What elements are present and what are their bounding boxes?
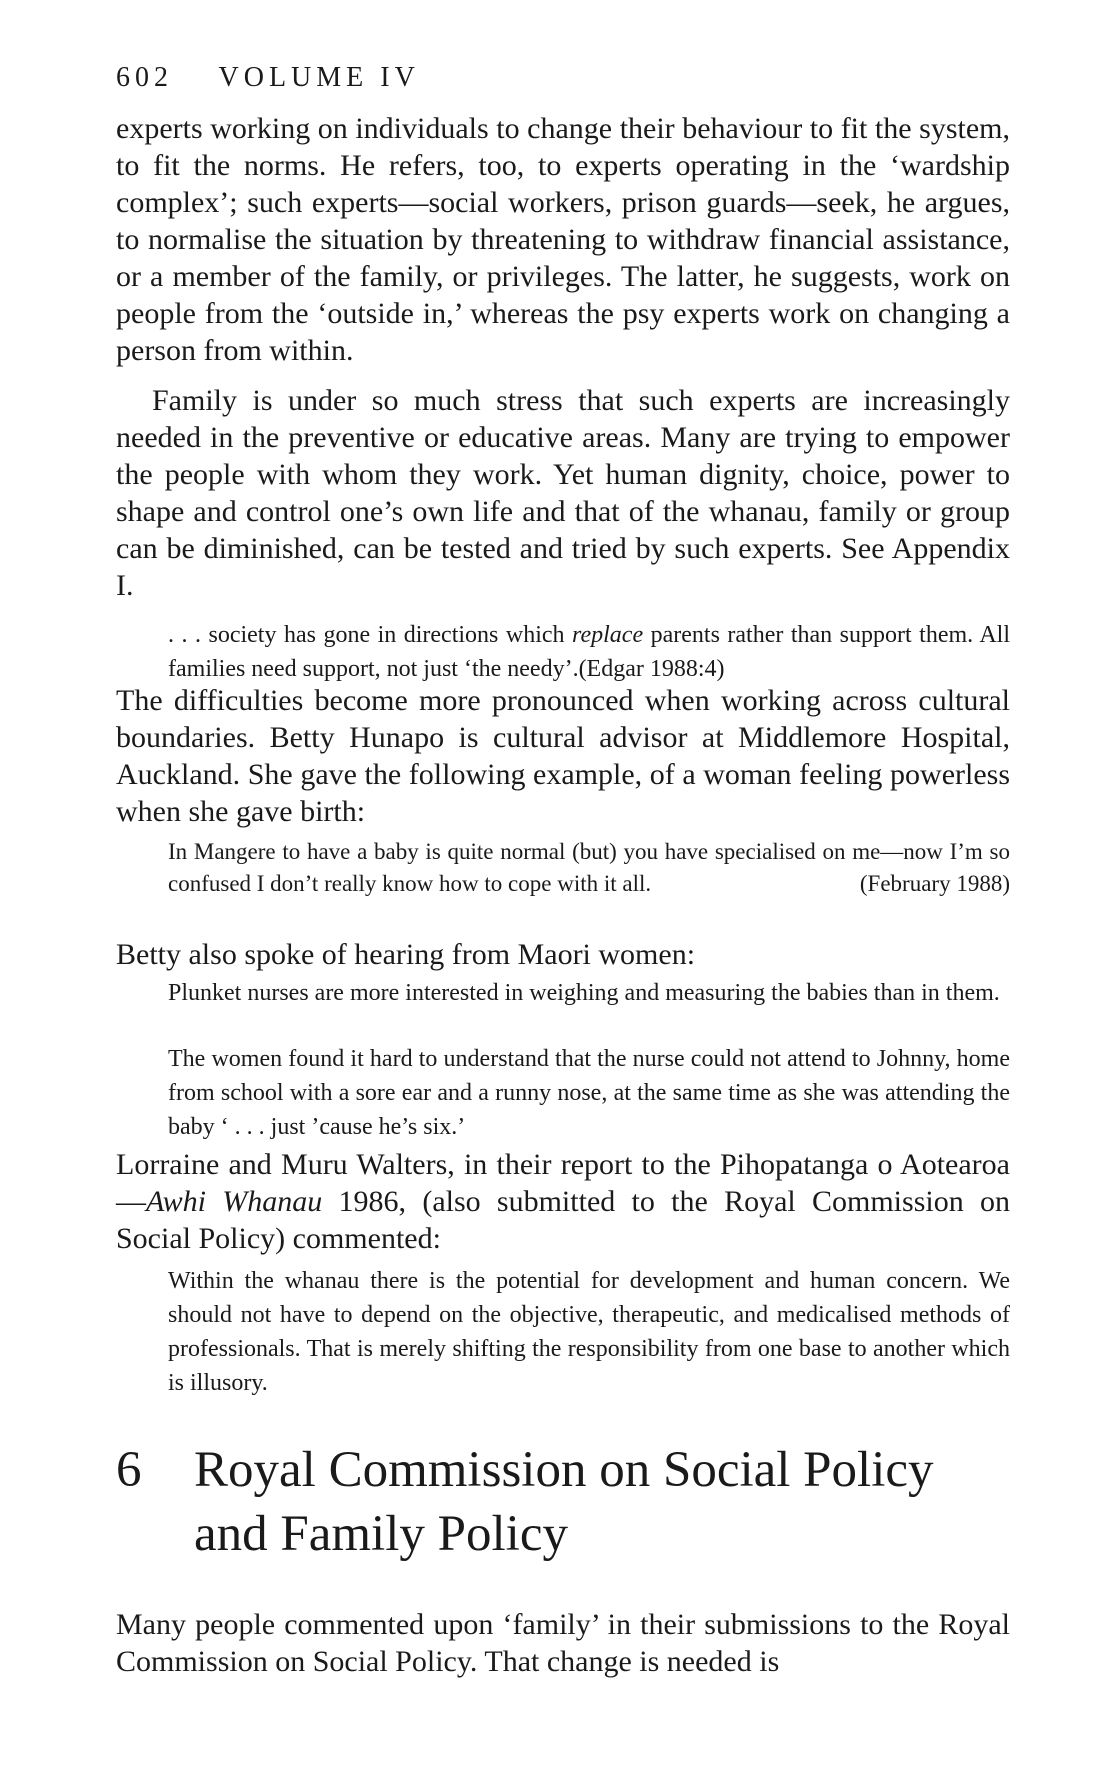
quote-text: . . . society has gone in directions which <box>168 622 573 648</box>
paragraph-1: experts working on individuals to change their behaviour to fit the system, to fit the norms. He refers, too, to experts operating in the ‘wardship complex’; such experts—social workers, prison guards—seek, he argues, to normalise the situation by threatening to withdraw financial assistance, or a member of the family, or privileges. The latter, he suggests, work on people from the ‘outside in,’ whereas the psy experts work on changing a person from within. <box>116 112 1010 367</box>
block-quote-johnny: The women found it hard to understand that the nurse could not attend to Johnny, home from school with a sore ear and a runny nose, at the same time as she was attending the baby ‘ . . . just ’cause he’s six.’ <box>168 1046 1010 1140</box>
section-number: 6 <box>116 1442 142 1498</box>
volume-label: VOLUME IV <box>218 62 420 93</box>
quote-text: parents rather than support them. All families need support, not just ‘the needy’.(Edgar 1988:4) <box>168 622 1010 682</box>
paragraph-text: 1986, (also submitted to the Royal Commission on Social Policy) commented: <box>116 1185 1010 1255</box>
block-quote-walters: Within the whanau there is the potential for development and human concern. We should not have to depend on the objective, therapeutic, and medicalised methods of professionals. That is merely shifting the responsibility from one base to another which is illusory. <box>168 1268 1010 1396</box>
block-quote-edgar <box>168 618 1010 686</box>
quote-text: In Mangere to have a baby is quite normal (but) you have specialised on me—now I’m so confused I don’t really know how to cope with it all. <box>168 839 1010 896</box>
report-title: Awhi Whanau <box>146 1185 323 1218</box>
paragraph-6: Many people commented upon ‘family’ in their submissions to the Royal Commission on Social Policy. That change is needed is <box>116 1608 1010 1678</box>
block-quote-mangere <box>168 836 1010 900</box>
page-number: 602 <box>116 62 173 93</box>
paragraph-4: Betty also spoke of hearing from Maori women: <box>116 938 696 971</box>
paragraph-2: Family is under so much stress that such experts are increasingly needed in the preventive or educative areas. Many are trying to empower the people with whom they work. Yet human dignity, choice, power to shape and control one’s own life and that of the whanau, family or group can be diminished, can be tested and tried by such experts. See Appendix I. <box>116 384 1010 602</box>
paragraph-5 <box>116 1146 1010 1257</box>
running-header <box>116 62 420 94</box>
quote-citation: (February 1988) <box>859 871 1010 896</box>
quote-emphasis: replace <box>572 622 644 648</box>
section-title: Royal Commission on Social Policy and Family Policy <box>194 1442 934 1562</box>
paragraph-text: Lorraine and Muru Walters, in their report to the Pihopatanga o Aotearoa— <box>116 1148 1010 1218</box>
paragraph-3: The difficulties become more pronounced when working across cultural boundaries. Betty Hunapo is cultural advisor at Middlemore Hospital, Auckland. She gave the following example, of a woman feeling powerless when she gave birth: <box>116 684 1010 828</box>
block-quote-plunket: Plunket nurses are more interested in weighing and measuring the babies than in them. <box>168 980 1000 1006</box>
